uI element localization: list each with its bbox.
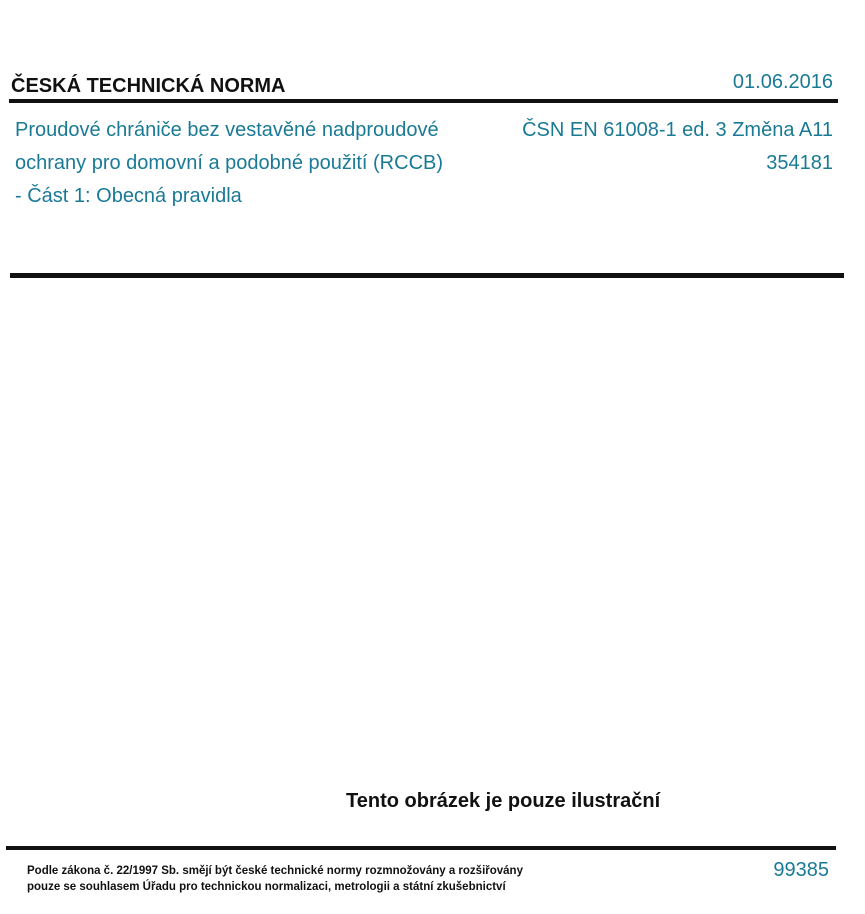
issue-date: 01.06.2016 [732,71,833,93]
header-divider [9,99,838,103]
norm-label: ČESKÁ TECHNICKÁ NORMA [11,75,286,97]
document-title-line: - Část 1: Obecná pravidla [15,185,242,207]
legal-notice-line: pouze se souhlasem Úřadu pro technickou normalizaci, metrologii a státní zkušebnictví [27,881,506,893]
legal-notice-line: Podle zákona č. 22/1997 Sb. smějí být české technické normy rozmnožovány a rozšiřovány [27,865,523,877]
document-title [15,114,495,213]
document-title-line: Proudové chrániče bez vestavěné nadproudové [15,119,439,141]
document-number: 99385 [773,859,829,881]
legal-notice [27,863,523,895]
title-divider [10,273,844,278]
illustration-note: Tento obrázek je pouze ilustrační [346,790,661,812]
footer-divider [6,846,836,850]
standard-designation: ČSN EN 61008-1 ed. 3 Změna A11 [522,119,833,141]
document-title-line: ochrany pro domovní a podobné použití (RCCB) [15,152,444,174]
classification-code: 354181 [766,152,833,174]
standard-designation-block [522,114,833,180]
